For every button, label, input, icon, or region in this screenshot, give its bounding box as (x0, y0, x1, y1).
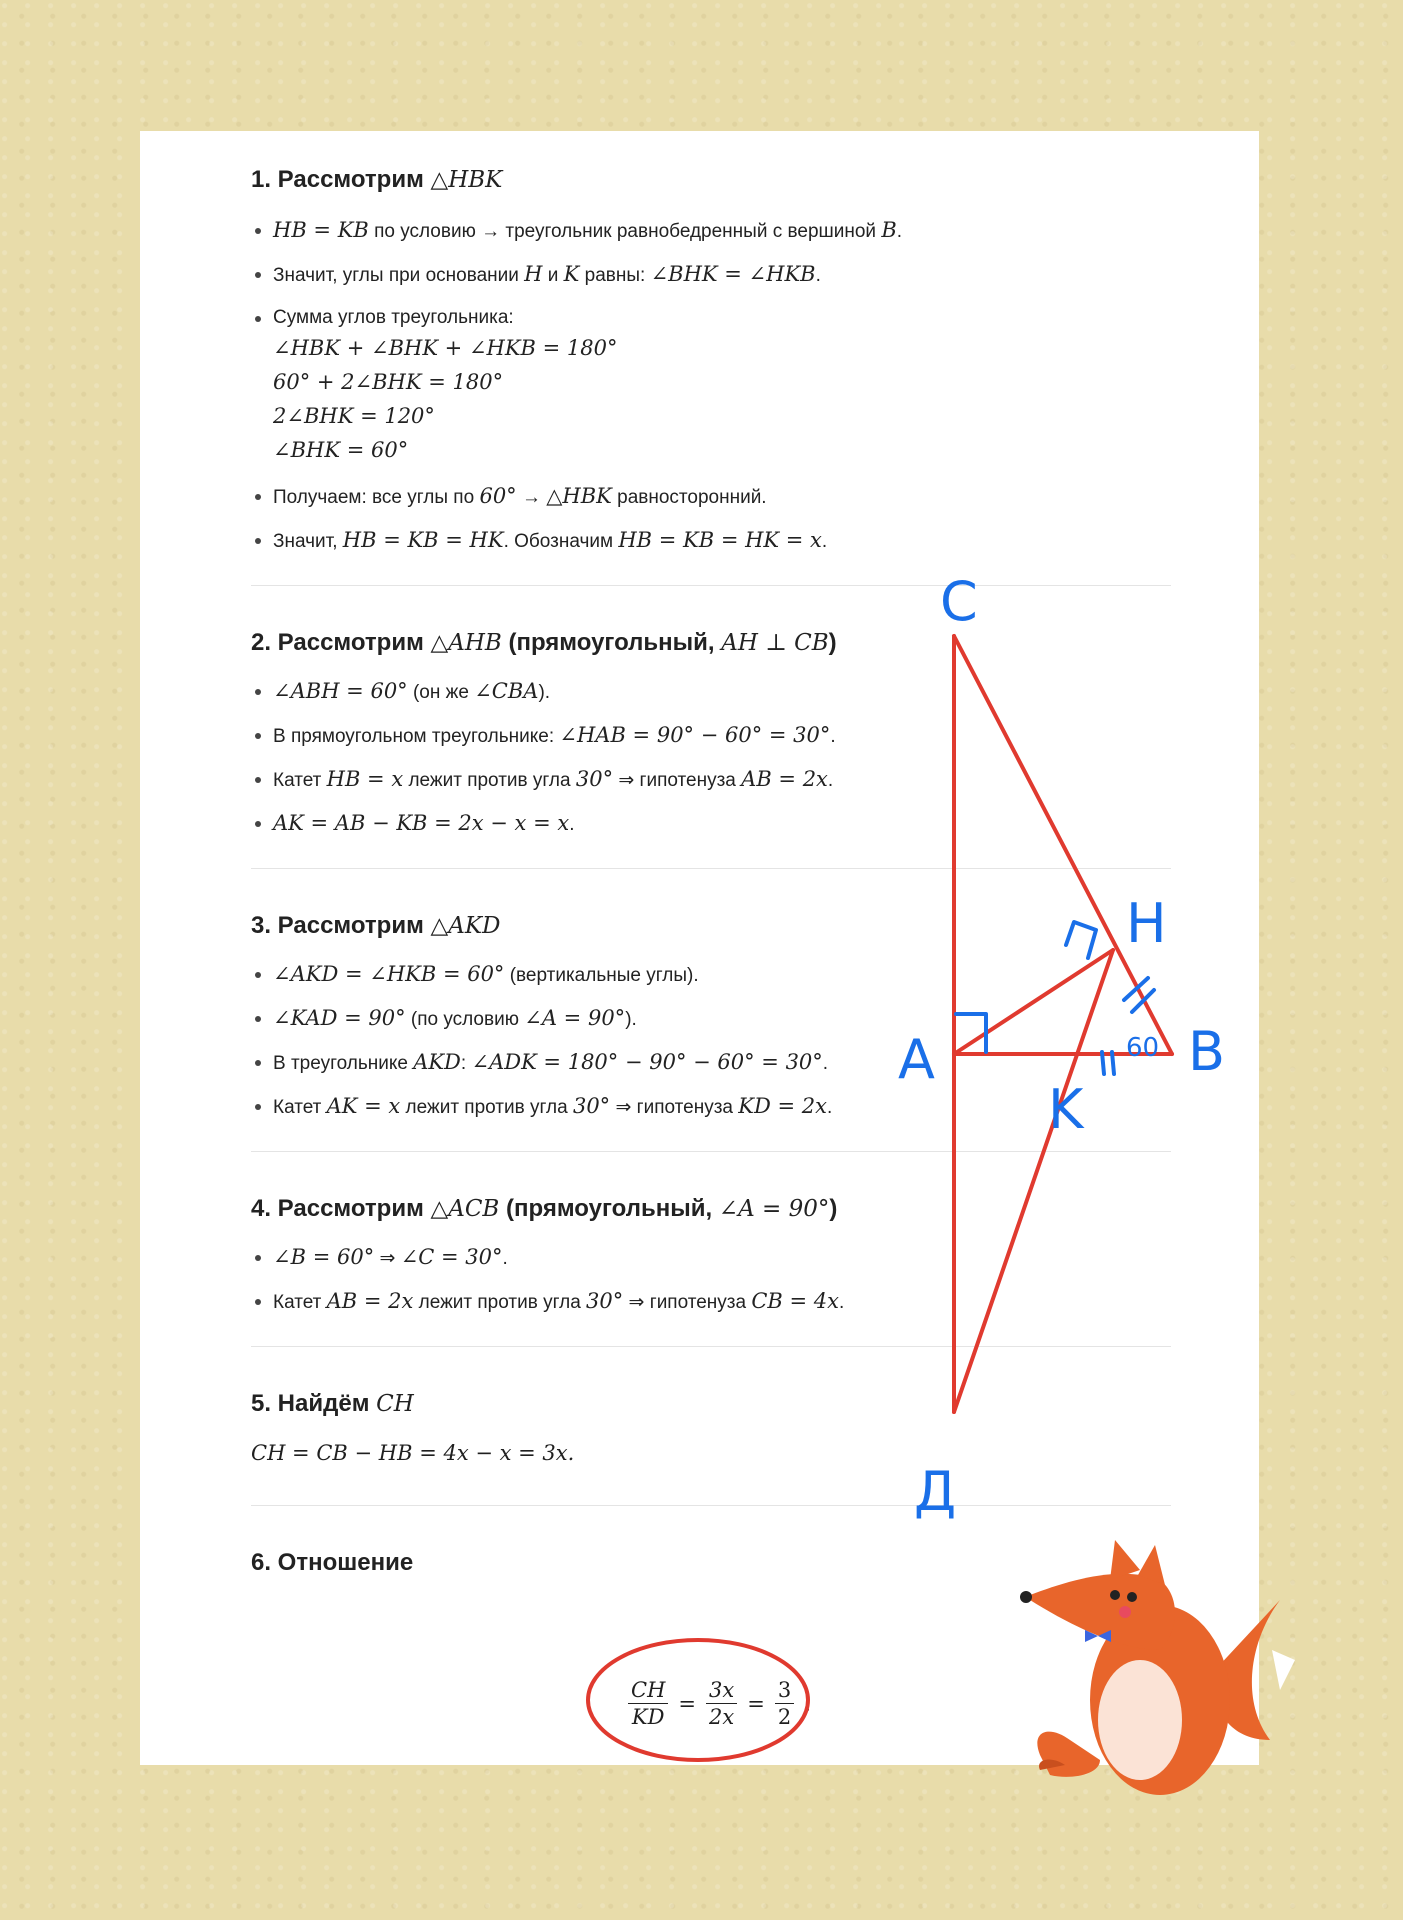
list-item: В прямоугольном треугольнике: ∠HAB = 90° − 60° = 30°. (251, 722, 1171, 750)
ratio-result: $\frac{CH}{KD}$ = $\frac{3x}{2x}$ = $\frac{3}{2}$ . (628, 1677, 811, 1730)
section-1-title: 1. Рассмотрим △HBK (251, 166, 503, 193)
list-item: AK = AB − KB = 2x − x = x. (251, 810, 1171, 838)
section-4-title: 4. Рассмотрим △ACB (прямоугольный, ∠A = 90°) (251, 1195, 838, 1222)
blue-annotations (956, 922, 1154, 1074)
list-item: Катет HB = x лежит против угла 30° ⇒ гипотенуза AB = 2x. (251, 766, 1171, 794)
list-item: Значит, углы при основании H и K равны: ∠BHK = ∠HKB. (251, 261, 1171, 289)
tick-mark (1112, 1052, 1114, 1074)
label-H: H (1126, 892, 1167, 955)
right-angle-mark-H (1066, 922, 1096, 958)
list-item: Катет AB = 2x лежит против угла 30° ⇒ гипотенуза CB = 4x. (251, 1288, 1171, 1316)
tick-mark (1102, 1052, 1104, 1074)
math-line: ∠BHK = 60° (273, 438, 409, 462)
angle-label: 60 (1126, 1033, 1160, 1063)
line-HD (954, 950, 1113, 1412)
section-5-body: CH = CB − HB = 4x − x = 3x. (251, 1441, 575, 1465)
fraction: $\frac{CH}{KD}$ (628, 1677, 668, 1730)
list-item: ∠KAD = 90° (по условию ∠A = 90°). (251, 1005, 1171, 1033)
list-item: ∠ABH = 60° (он же ∠CBA). (251, 678, 1171, 706)
line-AH (954, 950, 1113, 1054)
list-item: ∠B = 60° ⇒ ∠C = 30°. (251, 1244, 1171, 1272)
list-item: В треугольнике AKD: ∠ADK = 180° − 90° − 60° = 30°. (251, 1049, 1171, 1077)
label-D: Д (914, 1460, 957, 1523)
list-item: Сумма углов треугольника: ∠HBK + ∠BHK + ∠HKB = 180° 60° + 2∠BHK = 180° 2∠BHK = 120° ∠BHK = 60° (251, 305, 1171, 467)
fraction: $\frac{3}{2}$ (775, 1677, 794, 1730)
list-item: Значит, HB = KB = HK. Обозначим HB = KB = HK = x. (251, 527, 1171, 555)
list-item: ∠AKD = ∠HKB = 60° (вертикальные углы). (251, 961, 1171, 989)
label-C: C (940, 570, 978, 633)
section-6-title: 6. Отношение (251, 1549, 414, 1576)
section-2-title: 2. Рассмотрим △AHB (прямоугольный, AH ⊥ CB) (251, 629, 837, 656)
math-line: 2∠BHK = 120° (273, 404, 435, 428)
list-item: Получаем: все углы по 60° → △HBK равносторонний. (251, 483, 1171, 511)
answer-circle (588, 1640, 808, 1760)
line-CB (954, 636, 1172, 1054)
label-A: A (898, 1028, 935, 1091)
fraction: $\frac{3x}{2x}$ (706, 1677, 737, 1730)
label-K: K (1048, 1078, 1084, 1141)
math-line: ∠HBK + ∠BHK + ∠HKB = 180° (273, 336, 618, 360)
tick-mark (1132, 990, 1154, 1012)
list-item: Катет AK = x лежит против угла 30° ⇒ гипотенуза KD = 2x. (251, 1093, 1171, 1121)
math-line: 60° + 2∠BHK = 180° (273, 370, 504, 394)
section-5-title: 5. Найдём CH (251, 1390, 414, 1417)
list-item: HB = KB по условию → треугольник равнобедренный с вершиной B. (251, 217, 1171, 245)
point-labels (898, 570, 1225, 1523)
section-3-title: 3. Рассмотрим △AKD (251, 912, 501, 939)
right-angle-mark-A (956, 1014, 986, 1052)
fox-illustration (1020, 1540, 1295, 1795)
label-B: B (1188, 1020, 1226, 1083)
